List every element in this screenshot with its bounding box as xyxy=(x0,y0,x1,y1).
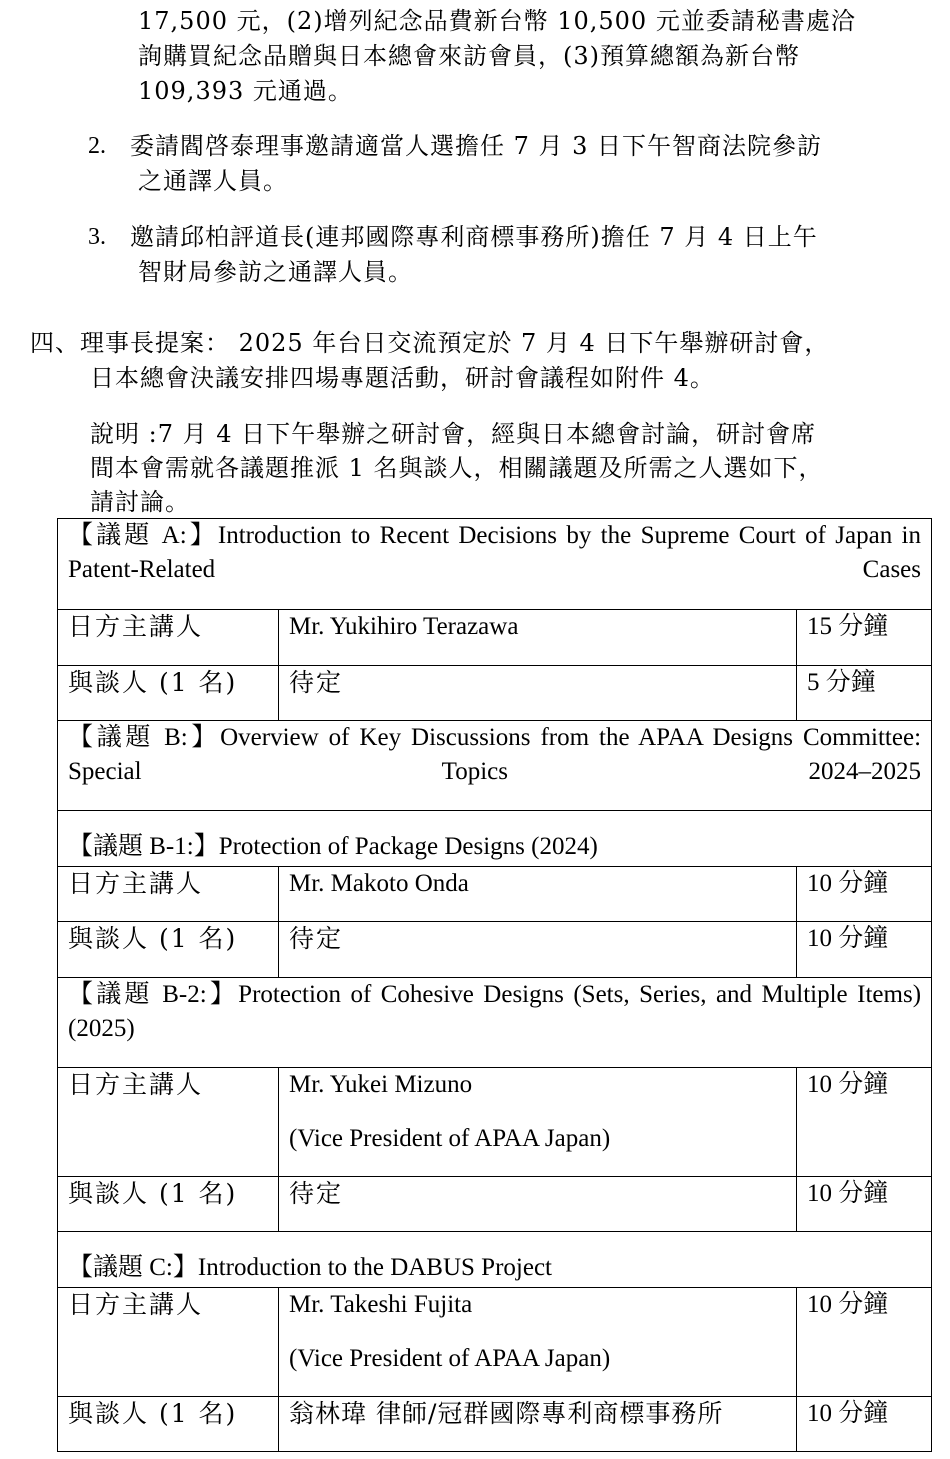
agenda-table xyxy=(57,518,932,1452)
explanation-text: 請討論。 xyxy=(90,488,190,516)
explanation-text: 間本會需就各議題推派 1 名與談人，相關議題及所需之人選如下， xyxy=(90,454,824,482)
table-row xyxy=(58,1177,932,1232)
intro-line: 17,500 元，(2)增列紀念品費新台幣 10,500 元並委請秘書處洽 xyxy=(138,7,856,35)
item-text: 委請閻啓泰理事邀請適當人選擔任 7 月 3 日下午智商法院參訪 xyxy=(130,132,823,160)
table-row xyxy=(58,610,932,666)
panelist-cell: 待定 xyxy=(279,922,797,978)
speaker-title: (Vice President of APAA Japan) xyxy=(289,1125,611,1152)
intro-line: 109,393 元通過。 xyxy=(138,77,353,105)
proposal-heading: 四、理事長提案： 2025 年台日交流預定於 7 月 4 日下午舉辦研討會， xyxy=(30,329,830,357)
explanation-text: 說明 :7 月 4 日下午舉辦之研討會，經與日本總會討論，研討會席 xyxy=(90,420,817,448)
table-row xyxy=(58,1397,932,1452)
panelist-cell: 待定 xyxy=(279,1177,797,1232)
item-number: 2. xyxy=(88,133,106,159)
table-row xyxy=(58,666,932,721)
role-cell: 日方主講人 xyxy=(58,867,279,922)
time-cell: 10 分鐘 xyxy=(797,867,932,922)
speaker-name: Mr. Takeshi Fujita xyxy=(289,1291,473,1318)
role-cell: 與談人 (1 名) xyxy=(58,922,279,978)
role-cell: 與談人 (1 名) xyxy=(58,666,279,721)
time-cell: 5 分鐘 xyxy=(797,666,932,721)
time-cell: 10 分鐘 xyxy=(797,1177,932,1232)
speaker-cell: Mr. Yukihiro Terazawa xyxy=(279,610,797,666)
proposal-text: 日本總會決議安排四場專題活動，研討會議程如附件 4。 xyxy=(90,364,715,392)
time-cell: 15 分鐘 xyxy=(797,610,932,666)
time-cell: 10 分鐘 xyxy=(797,1397,932,1452)
item-text: 智財局參訪之通譯人員。 xyxy=(138,258,413,286)
item-text: 邀請邱柏評道長(連邦國際專利商標事務所)擔任 7 月 4 日上午 xyxy=(130,223,818,251)
topic-row xyxy=(58,519,932,610)
topic-b2-title: 【議題 B-2:】Protection of Cohesive Designs (Sets, Series, and Multiple Items) (2025) xyxy=(58,978,932,1068)
topic-row xyxy=(58,811,932,867)
role-cell: 日方主講人 xyxy=(58,1068,279,1177)
time-cell: 10 分鐘 xyxy=(797,1288,932,1397)
topic-row xyxy=(58,721,932,811)
role-cell: 日方主講人 xyxy=(58,610,279,666)
speaker-cell xyxy=(279,1288,797,1397)
topic-c-title: 【議題 C:】Introduction to the DABUS Project xyxy=(58,1232,932,1288)
time-cell: 10 分鐘 xyxy=(797,1068,932,1177)
table-row xyxy=(58,867,932,922)
item-number: 3. xyxy=(88,224,106,250)
topic-b1-title: 【議題 B-1:】Protection of Package Designs (2024) xyxy=(58,811,932,867)
panelist-cell: 待定 xyxy=(279,666,797,721)
role-cell: 日方主講人 xyxy=(58,1288,279,1397)
topic-row xyxy=(58,1232,932,1288)
topic-row xyxy=(58,978,932,1068)
topic-a-title: 【議題 A:】Introduction to Recent Decisions by the Supreme Court of Japan in Patent-Related Cases xyxy=(58,519,932,610)
table-row xyxy=(58,1288,932,1397)
table-row xyxy=(58,1068,932,1177)
topic-b-title: 【議題 B:】Overview of Key Discussions from the APAA Designs Committee: Special Topics 2024–2025 xyxy=(58,721,932,811)
speaker-cell: Mr. Makoto Onda xyxy=(279,867,797,922)
time-cell: 10 分鐘 xyxy=(797,922,932,978)
speaker-title: (Vice President of APAA Japan) xyxy=(289,1345,611,1372)
item-text: 之通譯人員。 xyxy=(138,167,288,195)
intro-line: 詢購買紀念品贈與日本總會來訪會員，(3)預算總額為新台幣 xyxy=(138,42,800,70)
speaker-name: Mr. Yukei Mizuno xyxy=(289,1071,473,1098)
role-cell: 與談人 (1 名) xyxy=(58,1397,279,1452)
panelist-cell: 翁林瑋 律師/冠群國際專利商標事務所 xyxy=(279,1397,797,1452)
table-row xyxy=(58,922,932,978)
speaker-cell xyxy=(279,1068,797,1177)
role-cell: 與談人 (1 名) xyxy=(58,1177,279,1232)
